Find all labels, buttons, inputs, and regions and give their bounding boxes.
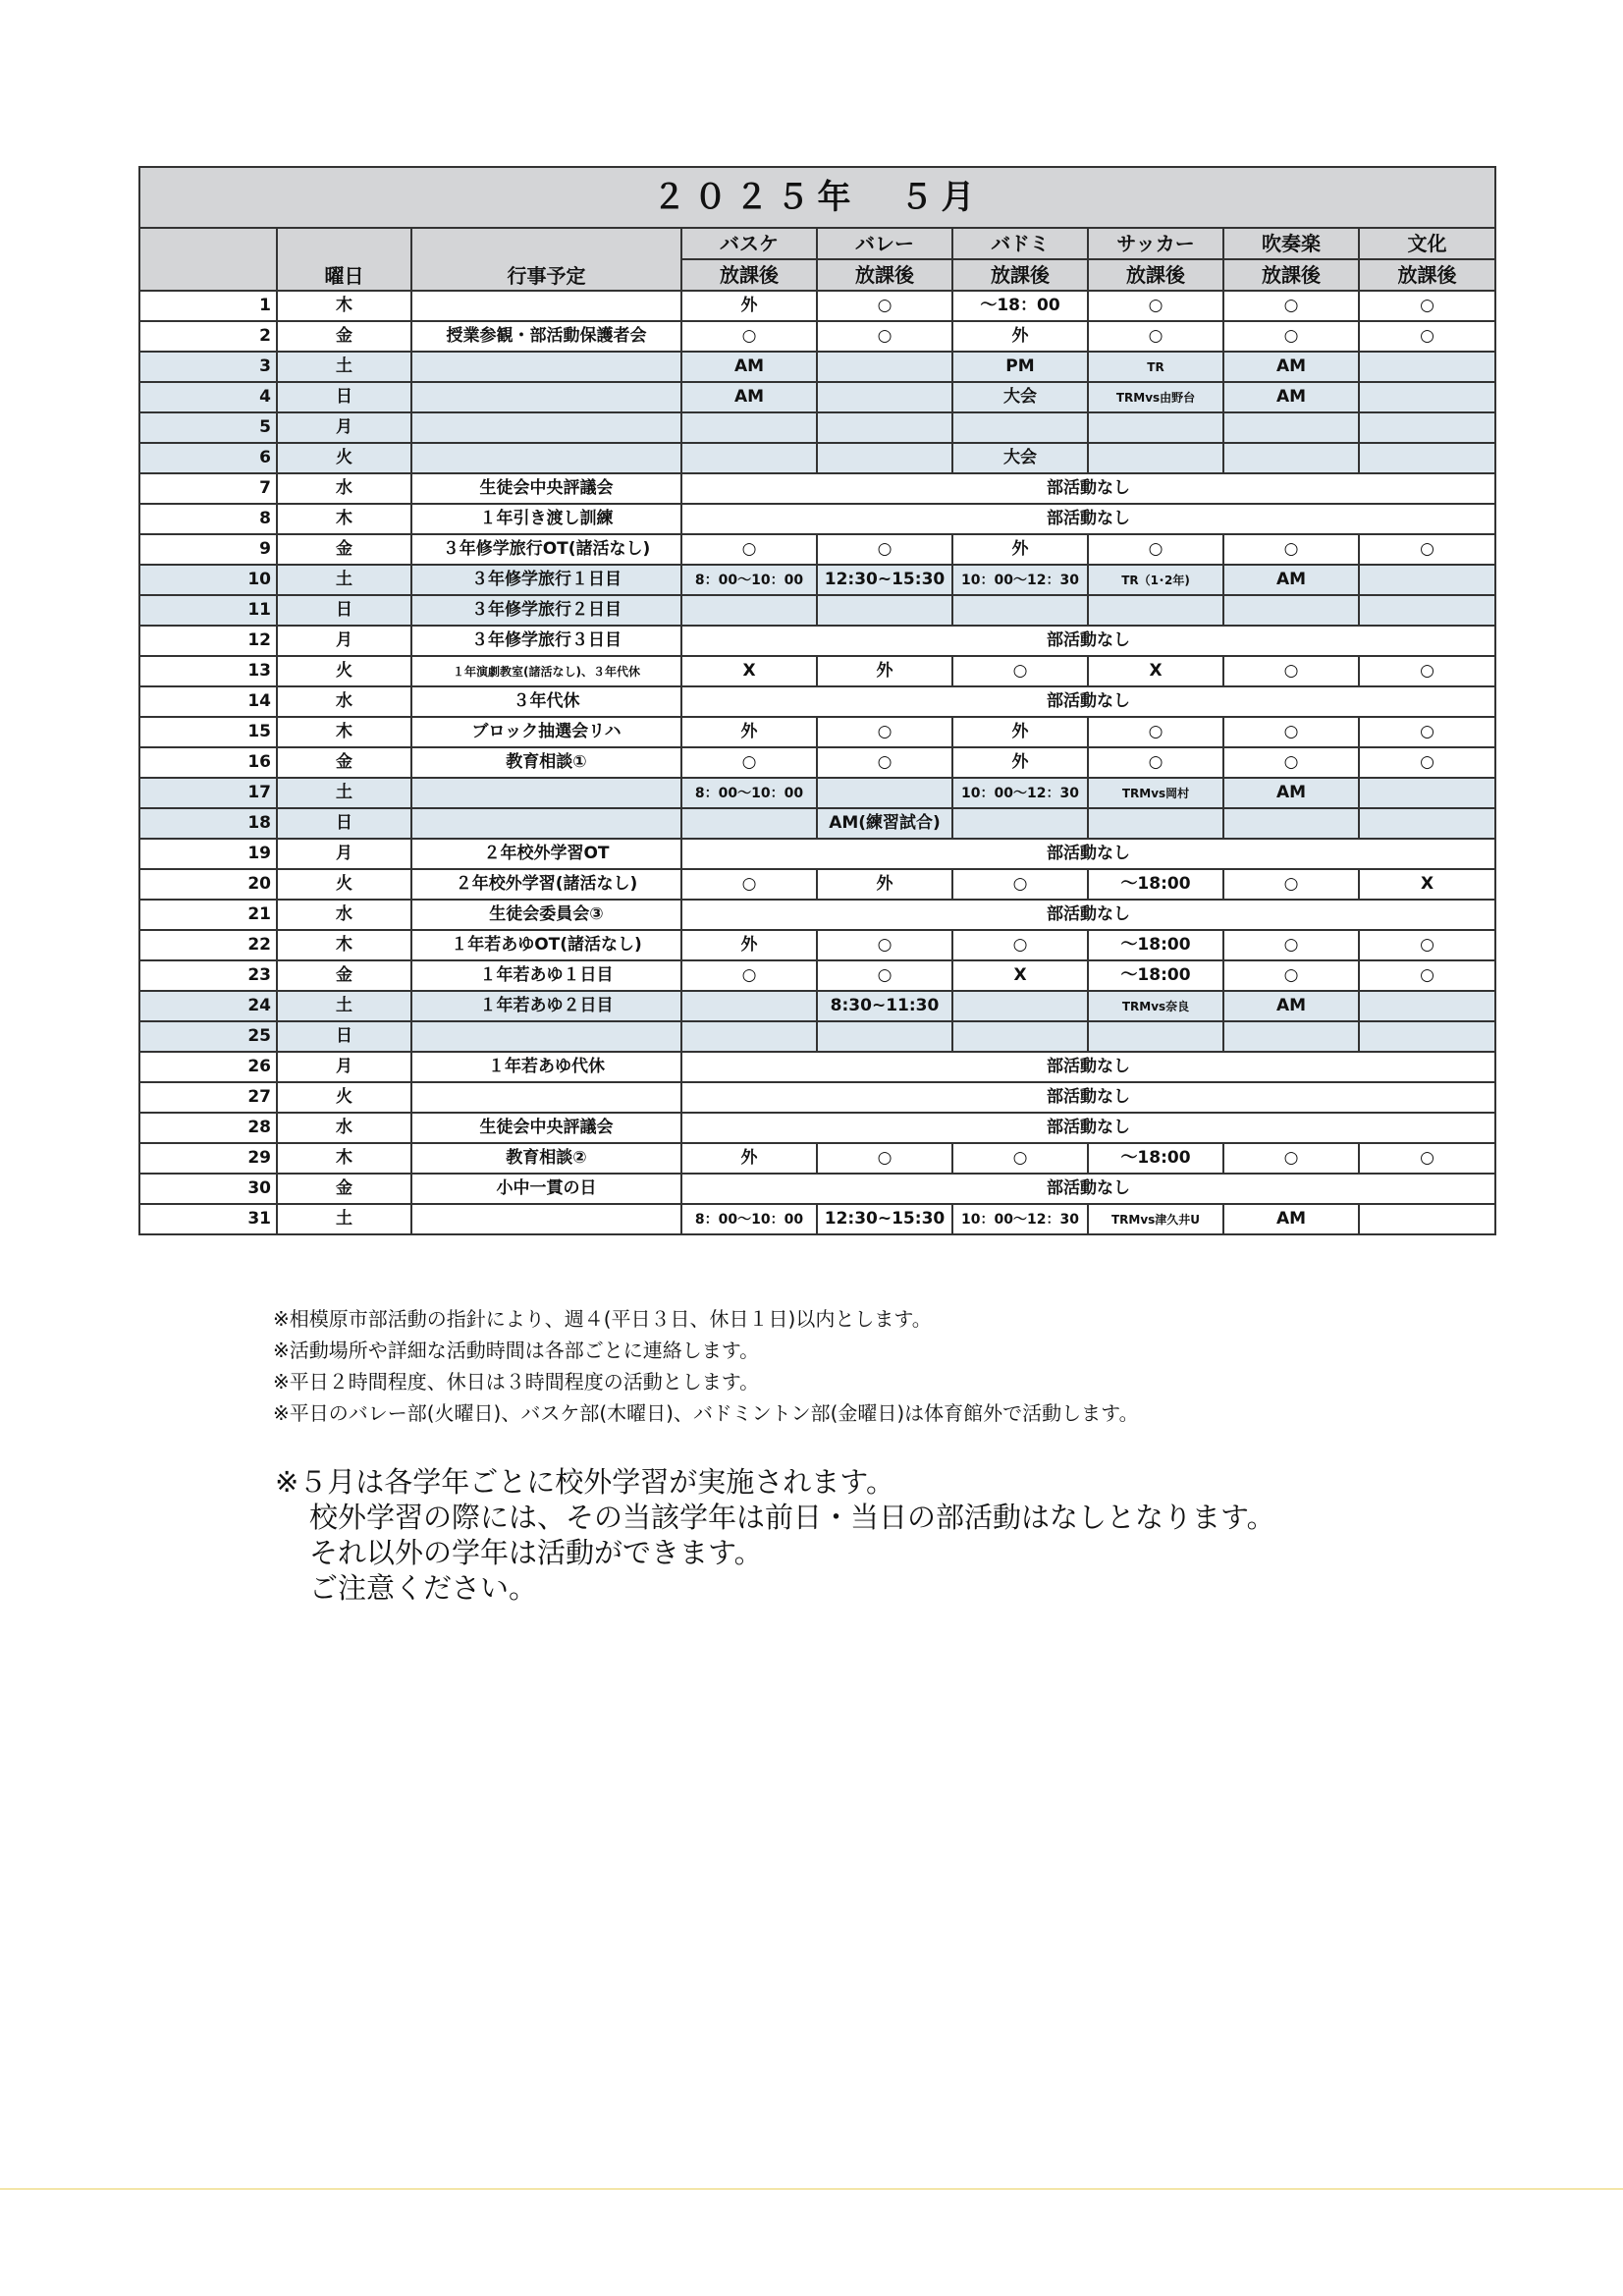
- club-cell: 10：00〜12：30: [952, 1204, 1088, 1234]
- club-cell: ○: [1223, 747, 1359, 778]
- club-cell: AM: [1223, 565, 1359, 595]
- day-number: 2: [139, 321, 277, 352]
- day-number: 22: [139, 930, 277, 960]
- table-row: [139, 321, 1495, 352]
- club-cell: [1223, 1021, 1359, 1052]
- weekday-cell: 木: [277, 504, 411, 534]
- club-cell: [1359, 778, 1495, 808]
- table-row: [139, 717, 1495, 747]
- schedule-table: [138, 166, 1496, 1235]
- club-cell: PM: [952, 352, 1088, 382]
- club-cell: ○: [1359, 534, 1495, 565]
- table-row: [139, 291, 1495, 321]
- club-cell: 〜18:00: [1088, 960, 1223, 991]
- club-cell: ○: [1088, 717, 1223, 747]
- weekday-cell: 水: [277, 900, 411, 930]
- header-day: [139, 228, 277, 291]
- club-cell: [952, 412, 1088, 443]
- event-cell: 小中一貫の日: [411, 1174, 681, 1204]
- club-cell: [681, 1021, 817, 1052]
- table-row: [139, 686, 1495, 717]
- club-cell: [681, 595, 817, 626]
- club-cell: ○: [1088, 534, 1223, 565]
- club-cell: [817, 778, 952, 808]
- event-cell: １年引き渡し訓練: [411, 504, 681, 534]
- day-number: 24: [139, 991, 277, 1021]
- no-activity-cell: 部活動なし: [681, 1052, 1495, 1082]
- table-row: [139, 747, 1495, 778]
- club-cell: [1359, 1021, 1495, 1052]
- weekday-cell: 火: [277, 869, 411, 900]
- note-line: ※平日２時間程度、休日は３時間程度の活動とします。: [273, 1370, 760, 1394]
- no-activity-cell: 部活動なし: [681, 839, 1495, 869]
- club-cell: ○: [1359, 930, 1495, 960]
- club-cell: AM: [1223, 382, 1359, 412]
- day-number: 21: [139, 900, 277, 930]
- club-cell: 8：00〜10：00: [681, 565, 817, 595]
- club-cell: TRMvs岡村: [1088, 778, 1223, 808]
- club-cell: ○: [681, 534, 817, 565]
- club-cell: AM: [1223, 778, 1359, 808]
- header-after-school: 放課後: [952, 259, 1088, 291]
- weekday-cell: 日: [277, 382, 411, 412]
- club-cell: [817, 412, 952, 443]
- day-number: 27: [139, 1082, 277, 1113]
- club-cell: [1088, 595, 1223, 626]
- club-cell: 外: [817, 869, 952, 900]
- club-cell: TRMvs奈良: [1088, 991, 1223, 1021]
- club-cell: ○: [1223, 717, 1359, 747]
- club-cell: [681, 443, 817, 473]
- club-cell: [1359, 443, 1495, 473]
- club-cell: [1359, 352, 1495, 382]
- event-cell: 授業参観・部活動保護者会: [411, 321, 681, 352]
- club-cell: ○: [1223, 534, 1359, 565]
- table-row: [139, 595, 1495, 626]
- event-cell: [411, 1082, 681, 1113]
- no-activity-cell: 部活動なし: [681, 1174, 1495, 1204]
- weekday-cell: 金: [277, 321, 411, 352]
- club-cell: [1223, 808, 1359, 839]
- club-cell: ○: [817, 291, 952, 321]
- table-row: [139, 352, 1495, 382]
- club-cell: [1088, 443, 1223, 473]
- club-cell: ○: [1359, 656, 1495, 686]
- day-number: 19: [139, 839, 277, 869]
- no-activity-cell: 部活動なし: [681, 626, 1495, 656]
- club-cell: 外: [681, 1143, 817, 1174]
- weekday-cell: 木: [277, 717, 411, 747]
- event-cell: [411, 1021, 681, 1052]
- club-cell: [817, 382, 952, 412]
- club-cell: [817, 595, 952, 626]
- club-cell: [1359, 808, 1495, 839]
- header-after-school: 放課後: [1359, 259, 1495, 291]
- table-row: [139, 991, 1495, 1021]
- club-cell: [952, 991, 1088, 1021]
- no-activity-cell: 部活動なし: [681, 473, 1495, 504]
- club-cell: ○: [817, 717, 952, 747]
- header-club: 吹奏楽: [1223, 228, 1359, 259]
- no-activity-cell: 部活動なし: [681, 1082, 1495, 1113]
- day-number: 12: [139, 626, 277, 656]
- club-cell: 12:30~15:30: [817, 1204, 952, 1234]
- club-cell: ○: [1088, 747, 1223, 778]
- no-activity-cell: 部活動なし: [681, 504, 1495, 534]
- no-activity-cell: 部活動なし: [681, 686, 1495, 717]
- day-number: 7: [139, 473, 277, 504]
- event-cell: 生徒会中央評議会: [411, 473, 681, 504]
- table-row: [139, 1204, 1495, 1234]
- day-number: 25: [139, 1021, 277, 1052]
- event-cell: ３年代休: [411, 686, 681, 717]
- club-cell: ○: [817, 747, 952, 778]
- header-club: 文化: [1359, 228, 1495, 259]
- club-cell: [1223, 595, 1359, 626]
- club-cell: TRMvs津久井U: [1088, 1204, 1223, 1234]
- day-number: 6: [139, 443, 277, 473]
- club-cell: ○: [1223, 321, 1359, 352]
- event-cell: [411, 778, 681, 808]
- table-row: [139, 1143, 1495, 1174]
- club-cell: [952, 808, 1088, 839]
- club-cell: AM: [681, 382, 817, 412]
- weekday-cell: 日: [277, 808, 411, 839]
- weekday-cell: 金: [277, 534, 411, 565]
- club-cell: [1359, 412, 1495, 443]
- club-cell: 10：00〜12：30: [952, 778, 1088, 808]
- club-cell: [952, 595, 1088, 626]
- club-cell: [1359, 565, 1495, 595]
- event-cell: １年若あゆOT(諸活なし): [411, 930, 681, 960]
- club-cell: ○: [1359, 1143, 1495, 1174]
- club-cell: 〜18:00: [1088, 930, 1223, 960]
- club-cell: ○: [681, 321, 817, 352]
- club-cell: 12:30~15:30: [817, 565, 952, 595]
- table-row: [139, 626, 1495, 656]
- weekday-cell: 土: [277, 352, 411, 382]
- club-cell: [681, 412, 817, 443]
- weekday-cell: 土: [277, 778, 411, 808]
- club-cell: X: [1359, 869, 1495, 900]
- club-cell: 外: [817, 656, 952, 686]
- table-row: [139, 778, 1495, 808]
- weekday-cell: 火: [277, 1082, 411, 1113]
- note-line: ※相模原市部活動の指針により、週４(平日３日、休日１日)以内とします。: [273, 1307, 932, 1331]
- club-cell: [1088, 1021, 1223, 1052]
- club-cell: ○: [817, 534, 952, 565]
- event-cell: 教育相談①: [411, 747, 681, 778]
- club-cell: ○: [681, 747, 817, 778]
- weekday-cell: 月: [277, 839, 411, 869]
- club-cell: ○: [1359, 960, 1495, 991]
- club-cell: 外: [681, 930, 817, 960]
- club-cell: 〜18:00: [1088, 1143, 1223, 1174]
- event-cell: [411, 412, 681, 443]
- club-cell: ○: [1088, 321, 1223, 352]
- club-cell: 外: [952, 717, 1088, 747]
- club-cell: 〜18:00: [1088, 869, 1223, 900]
- day-number: 29: [139, 1143, 277, 1174]
- club-cell: ○: [1359, 291, 1495, 321]
- club-cell: 8:30~11:30: [817, 991, 952, 1021]
- event-cell: ２年校外学習(諸活なし): [411, 869, 681, 900]
- club-cell: 大会: [952, 443, 1088, 473]
- header-after-school: 放課後: [1223, 259, 1359, 291]
- club-cell: ○: [817, 1143, 952, 1174]
- club-cell: AM: [1223, 991, 1359, 1021]
- table-row: [139, 473, 1495, 504]
- event-cell: １年若あゆ２日目: [411, 991, 681, 1021]
- event-cell: ２年校外学習OT: [411, 839, 681, 869]
- table-row: [139, 839, 1495, 869]
- header-club: バドミ: [952, 228, 1088, 259]
- club-cell: [952, 1021, 1088, 1052]
- club-cell: [817, 352, 952, 382]
- event-cell: 教育相談②: [411, 1143, 681, 1174]
- club-cell: ○: [1359, 747, 1495, 778]
- club-cell: [1359, 595, 1495, 626]
- club-cell: ○: [681, 960, 817, 991]
- event-cell: [411, 1204, 681, 1234]
- club-cell: ○: [952, 656, 1088, 686]
- header-event: 行事予定: [411, 228, 681, 291]
- club-cell: ○: [1223, 291, 1359, 321]
- weekday-cell: 水: [277, 686, 411, 717]
- club-cell: ○: [952, 930, 1088, 960]
- table-row: [139, 1174, 1495, 1204]
- club-cell: AM(練習試合): [817, 808, 952, 839]
- notice-line: ご注意ください。: [309, 1571, 538, 1605]
- weekday-cell: 土: [277, 565, 411, 595]
- club-cell: [681, 991, 817, 1021]
- table-row: [139, 1021, 1495, 1052]
- weekday-cell: 金: [277, 1174, 411, 1204]
- event-cell: [411, 382, 681, 412]
- club-cell: ○: [1223, 869, 1359, 900]
- club-cell: ○: [952, 1143, 1088, 1174]
- club-cell: ○: [817, 960, 952, 991]
- notice-line: それ以外の学年は活動ができます。: [309, 1536, 763, 1569]
- club-cell: 外: [681, 291, 817, 321]
- table-row: [139, 443, 1495, 473]
- club-cell: AM: [681, 352, 817, 382]
- day-number: 11: [139, 595, 277, 626]
- day-number: 16: [139, 747, 277, 778]
- club-cell: ○: [817, 930, 952, 960]
- day-number: 8: [139, 504, 277, 534]
- weekday-cell: 日: [277, 595, 411, 626]
- header-after-school: 放課後: [681, 259, 817, 291]
- no-activity-cell: 部活動なし: [681, 1113, 1495, 1143]
- club-cell: ○: [817, 321, 952, 352]
- note-line: ※平日のバレー部(火曜日)、バスケ部(木曜日)、バドミントン部(金曜日)は体育館外で活動します。: [273, 1401, 1139, 1425]
- club-cell: 外: [952, 534, 1088, 565]
- event-cell: １年若あゆ１日目: [411, 960, 681, 991]
- weekday-cell: 土: [277, 1204, 411, 1234]
- weekday-cell: 水: [277, 473, 411, 504]
- day-number: 28: [139, 1113, 277, 1143]
- table-row: [139, 1052, 1495, 1082]
- event-cell: ３年修学旅行１日目: [411, 565, 681, 595]
- day-number: 1: [139, 291, 277, 321]
- table-row: [139, 900, 1495, 930]
- club-cell: 外: [952, 321, 1088, 352]
- club-cell: 8：00〜10：00: [681, 1204, 817, 1234]
- event-cell: 生徒会中央評議会: [411, 1113, 681, 1143]
- event-cell: ３年修学旅行２日目: [411, 595, 681, 626]
- event-cell: [411, 352, 681, 382]
- header-club: サッカー: [1088, 228, 1223, 259]
- weekday-cell: 木: [277, 291, 411, 321]
- table-row: [139, 1113, 1495, 1143]
- weekday-cell: 水: [277, 1113, 411, 1143]
- club-cell: [1088, 412, 1223, 443]
- table-row: [139, 808, 1495, 839]
- day-number: 30: [139, 1174, 277, 1204]
- club-cell: ○: [1088, 291, 1223, 321]
- table-row: [139, 869, 1495, 900]
- club-cell: [1359, 382, 1495, 412]
- day-number: 15: [139, 717, 277, 747]
- bottom-rule: [0, 2188, 1623, 2190]
- club-cell: [1223, 443, 1359, 473]
- club-cell: X: [952, 960, 1088, 991]
- club-cell: AM: [1223, 352, 1359, 382]
- day-number: 5: [139, 412, 277, 443]
- table-row: [139, 504, 1495, 534]
- day-number: 4: [139, 382, 277, 412]
- weekday-cell: 火: [277, 443, 411, 473]
- club-cell: 8：00〜10：00: [681, 778, 817, 808]
- club-cell: ○: [1223, 930, 1359, 960]
- club-cell: X: [681, 656, 817, 686]
- club-cell: [1359, 991, 1495, 1021]
- day-number: 17: [139, 778, 277, 808]
- table-row: [139, 565, 1495, 595]
- day-number: 13: [139, 656, 277, 686]
- table-row: [139, 930, 1495, 960]
- club-cell: ○: [1359, 717, 1495, 747]
- event-cell: ブロック抽選会リハ: [411, 717, 681, 747]
- weekday-cell: 月: [277, 412, 411, 443]
- header-after-school: 放課後: [817, 259, 952, 291]
- club-cell: [1223, 412, 1359, 443]
- club-cell: 〜18：00: [952, 291, 1088, 321]
- notice-line: 校外学習の際には、その当該学年は前日・当日の部活動はなしとなります。: [309, 1501, 1275, 1534]
- table-row: [139, 960, 1495, 991]
- event-cell: [411, 808, 681, 839]
- event-cell: ３年修学旅行３日目: [411, 626, 681, 656]
- club-cell: ○: [681, 869, 817, 900]
- club-cell: ○: [1359, 321, 1495, 352]
- header-club: バレー: [817, 228, 952, 259]
- club-cell: [817, 1021, 952, 1052]
- club-cell: [1359, 1204, 1495, 1234]
- weekday-cell: 月: [277, 626, 411, 656]
- note-line: ※活動場所や詳細な活動時間は各部ごとに連絡します。: [273, 1339, 760, 1362]
- event-cell: [411, 443, 681, 473]
- day-number: 26: [139, 1052, 277, 1082]
- event-cell: １年演劇教室(諸活なし)、３年代休: [411, 656, 681, 686]
- club-cell: 大会: [952, 382, 1088, 412]
- header-club: バスケ: [681, 228, 817, 259]
- day-number: 31: [139, 1204, 277, 1234]
- club-cell: 外: [681, 717, 817, 747]
- club-cell: TR: [1088, 352, 1223, 382]
- club-cell: 外: [952, 747, 1088, 778]
- club-cell: TR（1･2年): [1088, 565, 1223, 595]
- weekday-cell: 木: [277, 1143, 411, 1174]
- weekday-cell: 金: [277, 960, 411, 991]
- club-cell: ○: [952, 869, 1088, 900]
- club-cell: ○: [1223, 960, 1359, 991]
- no-activity-cell: 部活動なし: [681, 900, 1495, 930]
- day-number: 9: [139, 534, 277, 565]
- club-cell: [817, 443, 952, 473]
- day-number: 14: [139, 686, 277, 717]
- table-row: [139, 412, 1495, 443]
- event-cell: １年若あゆ代休: [411, 1052, 681, 1082]
- weekday-cell: 日: [277, 1021, 411, 1052]
- event-cell: 生徒会委員会③: [411, 900, 681, 930]
- weekday-cell: 木: [277, 930, 411, 960]
- weekday-cell: 月: [277, 1052, 411, 1082]
- day-number: 3: [139, 352, 277, 382]
- day-number: 18: [139, 808, 277, 839]
- day-number: 20: [139, 869, 277, 900]
- header-row-clubs: [139, 228, 1495, 259]
- club-cell: AM: [1223, 1204, 1359, 1234]
- club-cell: ○: [1223, 656, 1359, 686]
- club-cell: ○: [1223, 1143, 1359, 1174]
- club-cell: [681, 808, 817, 839]
- table-row: [139, 534, 1495, 565]
- club-cell: X: [1088, 656, 1223, 686]
- table-row: [139, 656, 1495, 686]
- table-row: [139, 382, 1495, 412]
- club-cell: 10：00〜12：30: [952, 565, 1088, 595]
- weekday-cell: 金: [277, 747, 411, 778]
- weekday-cell: 土: [277, 991, 411, 1021]
- event-cell: ３年修学旅行OT(諸活なし): [411, 534, 681, 565]
- header-weekday: 曜日: [277, 228, 411, 291]
- weekday-cell: 火: [277, 656, 411, 686]
- table-row: [139, 1082, 1495, 1113]
- notice-line: ※５月は各学年ごとに校外学習が実施されます。: [275, 1465, 894, 1499]
- event-cell: [411, 291, 681, 321]
- day-number: 10: [139, 565, 277, 595]
- club-cell: [1088, 808, 1223, 839]
- table-title: ２０２５年 ５月: [139, 167, 1495, 228]
- header-after-school: 放課後: [1088, 259, 1223, 291]
- club-cell: TRMvs由野台: [1088, 382, 1223, 412]
- day-number: 23: [139, 960, 277, 991]
